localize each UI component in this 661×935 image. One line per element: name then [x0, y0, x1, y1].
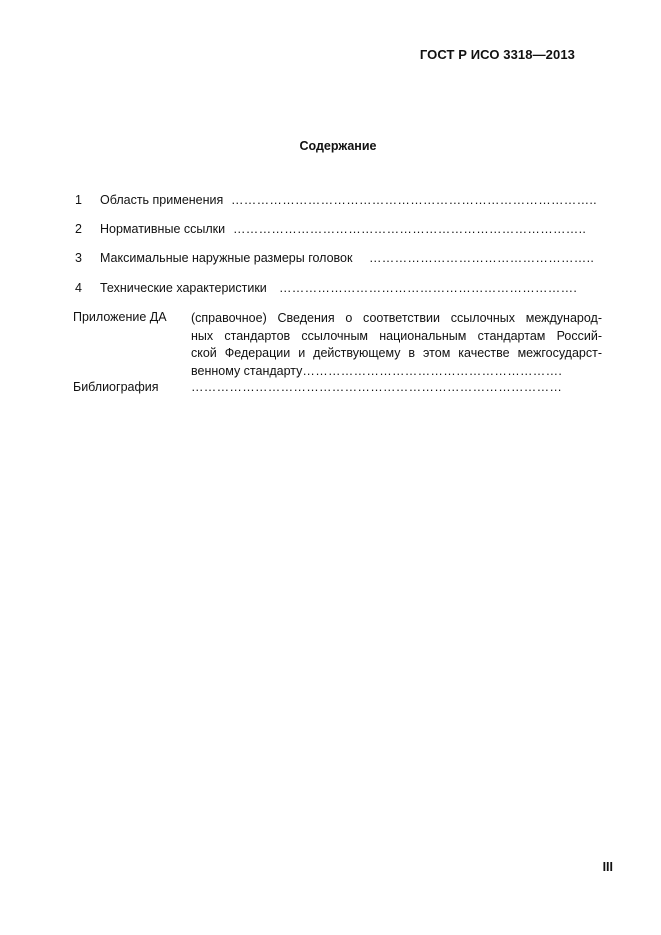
appendix-line-3: ской Федерации и действующему в этом качестве межгосударст-: [191, 346, 602, 360]
toc-item-title: Технические характеристики: [100, 281, 267, 295]
appendix-dot-leader: …………………………………………………….: [302, 363, 563, 378]
toc-item-title: Максимальные наружные размеры головок: [100, 251, 353, 265]
toc-dot-leader: …………………………………………………………….: [279, 281, 578, 295]
appendix-line-4-text: венному стандарту: [191, 363, 303, 378]
toc-item-number: 3: [75, 251, 82, 265]
bibliography-dot-leader: ……………………………………………………………………………: [191, 380, 563, 394]
appendix-label[interactable]: Приложение ДА: [73, 310, 167, 324]
toc-dot-leader: …………………………………………………………………………..: [231, 193, 597, 207]
page-number: III: [602, 860, 613, 874]
bibliography-label[interactable]: Библиография: [73, 380, 159, 394]
toc-item-number: 1: [75, 193, 82, 207]
appendix-line-2: ных стандартов ссылочным национальным стандартам Россий-: [191, 328, 602, 343]
appendix-line-1: (справочное) Сведения о соответствии ссылочных международ-: [191, 311, 602, 325]
toc-dot-leader: ……………………………………………..: [369, 251, 595, 265]
appendix-line-4: [191, 363, 602, 381]
toc-dot-leader: ………………………………………………………………………..: [233, 222, 587, 236]
toc-item-number: 2: [75, 222, 82, 236]
toc-item-number: 4: [75, 281, 82, 295]
appendix-description[interactable]: [191, 310, 602, 380]
toc-item-title: Нормативные ссылки: [100, 222, 226, 236]
toc-item-title: Область применения: [100, 193, 224, 207]
document-code-header: ГОСТ Р ИСО 3318—2013: [419, 47, 575, 62]
toc-title: Содержание: [299, 139, 377, 153]
